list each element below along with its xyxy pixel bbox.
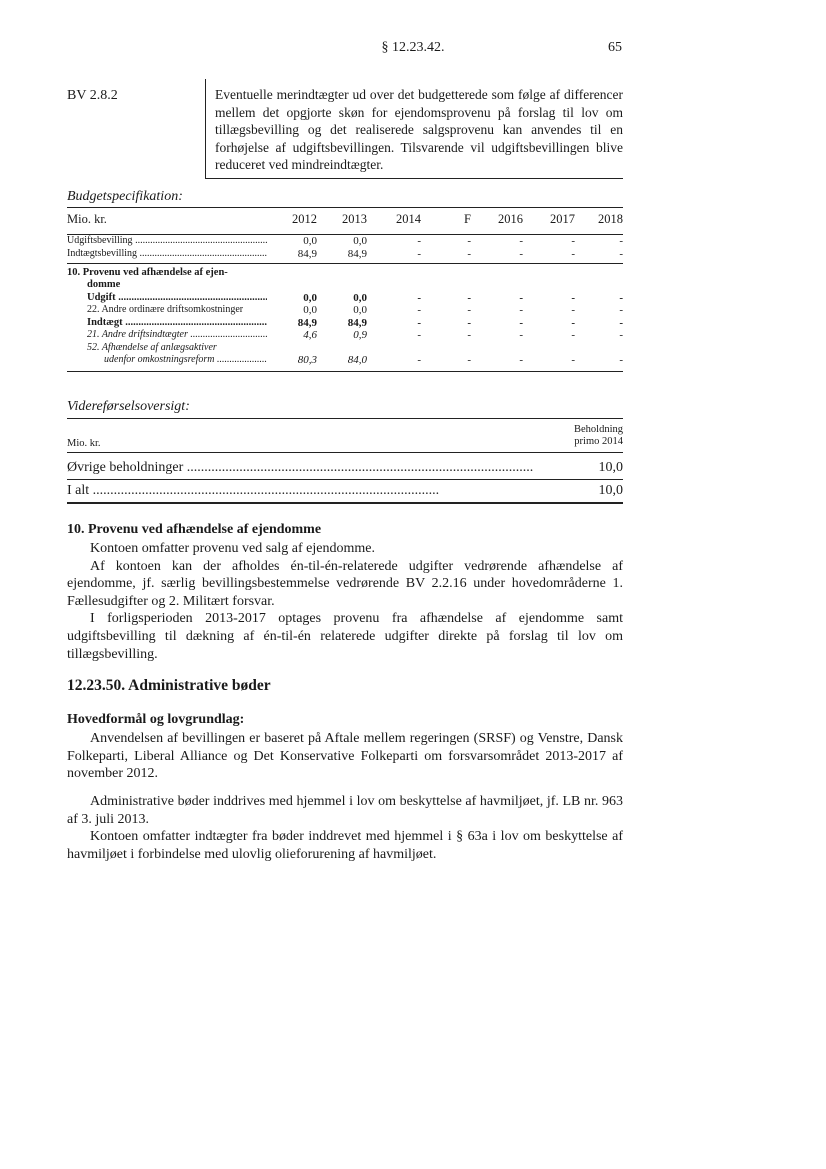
cell: - (467, 235, 471, 247)
videre-col-header (540, 424, 623, 448)
cell: 0,0 (353, 304, 367, 316)
cell: - (571, 354, 575, 366)
row-value: 10,0 (598, 483, 623, 498)
section-50-p2p3 (67, 793, 623, 863)
row-label: Indtægt (87, 316, 123, 328)
videre-row-rule (67, 479, 623, 480)
cell: - (467, 316, 471, 329)
year-col: 2012 (292, 212, 317, 226)
cell: 0,9 (353, 329, 367, 341)
cell: - (619, 247, 623, 260)
cell: - (571, 247, 575, 260)
paragraph: Af kontoen kan der afholdes én-til-én-relaterede udgifter vedrørende afhændelse af ejendomme, jf. særlig bevillingsbestemmelse vedrørende BV 2.2.16 under hovedområderne 1. Fællesudgifter og 2. Militært forsvar. (67, 558, 623, 609)
videre-unit: Mio. kr. (67, 438, 101, 449)
cell: - (467, 247, 471, 260)
paragraph: I forligsperioden 2013-2017 optages provenu fra afhændelse af ejendomme samt udgiftsbevilling til dækning af én-til-én relaterede udgifter direkte på forslag til lov om tillægsbevilling. (67, 611, 623, 662)
cell: 0,0 (303, 304, 317, 316)
cell: - (519, 354, 523, 366)
paragraph: Administrative bøder inddrives med hjemmel i lov om beskyttelse af havmiljøet, jf. LB nr. 963 af 3. juli 2013. (67, 794, 623, 827)
cell: 0,0 (353, 291, 367, 304)
budget-table (67, 210, 623, 372)
table-row (67, 304, 623, 317)
year-col: 2013 (342, 212, 367, 226)
bv-divider (205, 79, 206, 179)
videre-bottom-rule (67, 502, 623, 504)
table-row (67, 248, 623, 261)
cell: - (619, 354, 623, 366)
paragraph: Kontoen omfatter provenu ved salg af ejendomme. (90, 541, 375, 556)
paragraph: Anvendelsen af bevillingen er baseret på Aftale mellem regeringen (SRSF) og Venstre, Dansk Folkeparti, Liberal Alliance og Det Konservative Folkeparti om forsvarsområdet 2013-2017 af november 2012. (67, 731, 623, 782)
cell: - (619, 291, 623, 304)
videre-top-rule (67, 418, 623, 419)
table-row (67, 460, 623, 478)
group-title: 10. Provenu ved afhændelse af ejen- (67, 266, 228, 278)
bv-text: Eventuelle merindtægter ud over det budgetterede som følge af differencer mellem det opgjorte skøn for ejendomsprovenu på forslag til lov om tillægsbevilling og det realiserede salgsprovenu kan anvendes til en forhøjelse af udgiftsbevillingen. Tilsvarende vil udgiftsbevillingen blive reduceret ved mindreindtægter. (215, 87, 623, 173)
running-header: § 12.23.42. (381, 40, 445, 55)
bv-label: BV 2.8.2 (67, 88, 118, 103)
budget-year-header (67, 210, 623, 228)
row-label: Indtægtsbevilling (67, 247, 137, 259)
group-title-cont: domme (87, 279, 121, 290)
bv-underline (205, 178, 623, 179)
row-label: 22. Andre ordinære driftsomkostninger (87, 304, 244, 315)
cell: - (519, 316, 523, 329)
cell: - (417, 235, 421, 247)
cell: 0,0 (303, 235, 317, 247)
videre-header-rule (67, 452, 623, 453)
col-head-line: Beholdning (574, 424, 623, 435)
row-label: 52. Afhændelse af anlægsaktiver (87, 341, 217, 353)
cell: - (571, 235, 575, 247)
row-label-cont: udenfor omkostningsreform (104, 354, 215, 365)
row-label: Udgift (87, 291, 116, 303)
table-row (67, 483, 623, 501)
budget-title: Budgetspecifikation: (67, 189, 183, 204)
year-col: F (464, 212, 471, 226)
cell: - (571, 316, 575, 329)
section-10-heading: 10. Provenu ved afhændelse af ejendomme (67, 522, 322, 537)
cell: - (417, 304, 421, 316)
cell: - (417, 247, 421, 260)
cell: - (619, 235, 623, 247)
year-col: 2014 (396, 212, 421, 226)
year-col: 2018 (598, 212, 623, 226)
cell: - (417, 291, 421, 304)
videre-title: Videreførselsoversigt: (67, 399, 190, 414)
cell: - (619, 304, 623, 316)
year-col: 2016 (498, 212, 523, 226)
section-10-body (67, 540, 623, 663)
cell: - (571, 304, 575, 316)
row-label: Øvrige beholdninger (67, 460, 184, 475)
table-row (67, 329, 623, 342)
row-label: Udgiftsbevilling (67, 235, 133, 246)
cell: - (619, 316, 623, 329)
cell: 84,0 (347, 354, 367, 366)
table-row (67, 342, 623, 355)
cell: - (571, 329, 575, 341)
cell: - (619, 329, 623, 341)
table-row (67, 292, 623, 305)
cell: - (519, 304, 523, 316)
cell: - (467, 354, 471, 366)
table-row (67, 354, 623, 367)
section-50-p1 (67, 730, 623, 783)
cell: 0,0 (303, 291, 317, 304)
cell: - (519, 235, 523, 247)
row-label: 21. Andre driftsindtægter (87, 329, 188, 340)
cell: 4,6 (303, 329, 317, 341)
cell: 84,9 (297, 247, 317, 260)
page-number: 65 (608, 40, 622, 55)
section-50-heading: 12.23.50. Administrative bøder (67, 677, 271, 694)
cell: - (519, 329, 523, 341)
budget-top-rule (67, 207, 623, 208)
row-value: 10,0 (598, 460, 623, 475)
cell: - (417, 329, 421, 341)
cell: 84,9 (297, 316, 317, 329)
row-label: I alt (67, 483, 90, 498)
cell: - (571, 291, 575, 304)
cell: - (519, 291, 523, 304)
cell: 80,3 (297, 354, 317, 366)
table-row (67, 317, 623, 330)
cell: - (467, 291, 471, 304)
paragraph: Kontoen omfatter indtægter fra bøder inddrevet med hjemmel i § 63a i lov om beskyttelse af havmiljøet i forbindelse med ulovlig olieforurening af havmiljøet. (67, 829, 623, 862)
cell: - (467, 329, 471, 341)
cell: - (519, 247, 523, 260)
col-head-line: primo 2014 (574, 436, 623, 447)
table-row (67, 235, 623, 248)
section-50-subheading: Hovedformål og lovgrundlag: (67, 712, 245, 727)
cell: - (417, 354, 421, 366)
cell: 0,0 (353, 235, 367, 247)
cell: 84,9 (347, 316, 367, 329)
cell: - (467, 304, 471, 316)
cell: - (417, 316, 421, 329)
cell: 84,9 (347, 247, 367, 260)
year-col: 2017 (550, 212, 575, 226)
budget-unit: Mio. kr. (67, 212, 107, 226)
